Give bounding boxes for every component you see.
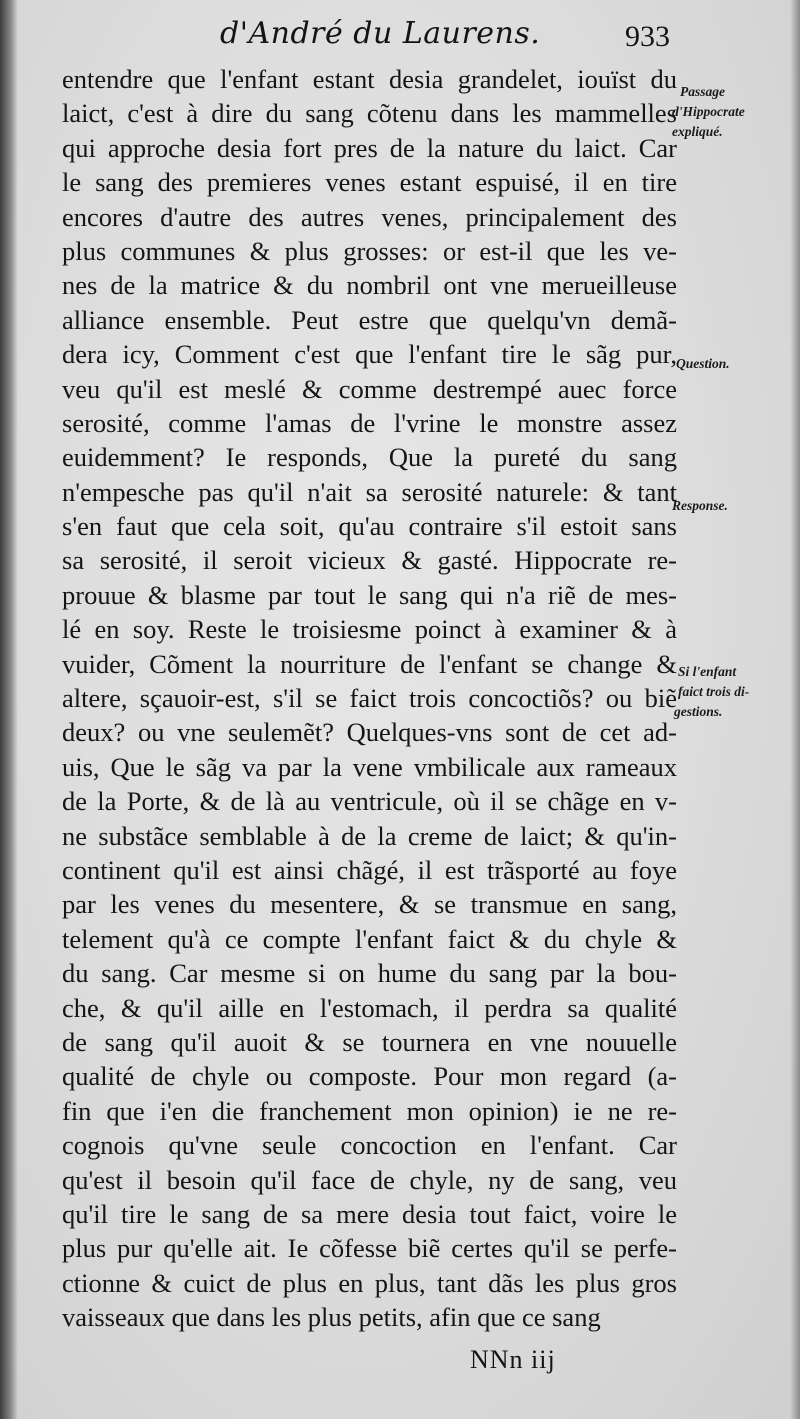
page-binding-shadow	[0, 0, 18, 1419]
text-line: telement qu'à ce compte l'enfant faict & du chyle &	[62, 923, 677, 954]
text-line: laict, c'est à dire du sang cõtenu dans les mammelles	[62, 98, 677, 129]
text-line: plus pur qu'elle ait. Ie cõfesse biẽ certes qu'il se perfe-	[62, 1233, 677, 1264]
running-title: d'André du Laurens.	[220, 16, 541, 51]
text-line: alliance ensemble. Peut estre que quelqu'vn demã-	[62, 304, 677, 335]
text-line: altere, sçauoir-est, s'il se faict trois concoctiõs? ou biẽ	[62, 683, 677, 714]
text-line: qu'il tire le sang de sa mere desia tout faict, voire le	[62, 1198, 677, 1229]
marginal-note-line: Si l'enfant	[678, 664, 737, 679]
text-line: euidemment? Ie responds, Que la pureté du sang	[62, 442, 677, 473]
text-line: sa serosité, il seroit vicieux & gasté. Hippocrate re-	[62, 545, 677, 576]
marginal-note-line: expliqué.	[672, 124, 723, 139]
text-line: cognois qu'vne seule concoction en l'enfant. Car	[62, 1130, 677, 1161]
marginal-note-response	[670, 496, 795, 516]
body-text	[62, 62, 677, 1334]
page-header	[220, 14, 670, 62]
marginal-note-line: gestions.	[674, 704, 723, 719]
marginal-note-question	[670, 354, 795, 374]
text-line: vuider, Cõment la nourriture de l'enfant se change &	[62, 648, 677, 679]
text-line: fin que i'en die franchement mon opinion) ie ne re-	[62, 1095, 677, 1126]
text-line: qui approche desia fort pres de la nature du laict. Car	[62, 132, 677, 163]
text-line: s'en faut que cela soit, qu'au contraire s'il estoit sans	[62, 511, 677, 542]
text-line: che, & qu'il aille en l'estomach, il perdra sa qualité	[62, 992, 677, 1023]
text-line: veu qu'il est meslé & comme destrempé auec force	[62, 373, 677, 404]
text-line: serosité, comme l'amas de l'vrine le monstre assez	[62, 407, 677, 438]
text-line: plus communes & plus grosses: or est-il que les ve-	[62, 235, 677, 266]
text-line: n'empesche pas qu'il n'ait sa serosité naturele: & tant	[62, 476, 677, 507]
text-line: dera icy, Comment c'est que l'enfant tire le sãg pur,	[62, 339, 677, 370]
marginal-note-line: Passage	[680, 84, 725, 99]
marginal-note-line: faict trois di-	[678, 684, 750, 699]
text-line: de sang qu'il auoit & se tournera en vne nouuelle	[62, 1026, 677, 1057]
text-line: ne substãce semblable à de la creme de laict; & qu'in-	[62, 820, 677, 851]
page-number: 933	[625, 20, 670, 53]
text-line: ctionne & cuict de plus en plus, tant dãs les plus gros	[62, 1267, 677, 1298]
text-line: lé en soy. Reste le troisiesme poinct à examiner & à	[62, 614, 677, 645]
text-line: qualité de chyle ou composte. Pour mon regard (a-	[62, 1061, 677, 1092]
text-line: encores d'autre des autres venes, principalement des	[62, 201, 677, 232]
text-line: continent qu'il est ainsi chãgé, il est trãsporté au foye	[62, 854, 677, 885]
text-line: qu'est il besoin qu'il face de chyle, ny de sang, veu	[62, 1164, 677, 1195]
marginal-note-line: Response.	[672, 498, 728, 513]
marginal-note-line: d'Hippocrate	[672, 104, 745, 119]
text-line: de la Porte, & de là au ventricule, où il se chãge en v-	[62, 786, 677, 817]
signature-mark: NNn iij	[470, 1345, 556, 1374]
text-line: du sang. Car mesme si on hume du sang par la bou-	[62, 958, 677, 989]
text-line: uis, Que le sãg va par la vene vmbilicale aux rameaux	[62, 751, 677, 782]
text-line: nes de la matrice & du nombril ont vne merueilleuse	[62, 270, 677, 301]
marginal-note-passage	[670, 82, 795, 142]
text-line: deux? ou vne seulemẽt? Quelques-vns sont de cet ad-	[62, 717, 677, 748]
marginal-note-line: Question.	[676, 356, 730, 371]
text-line: entendre que l'enfant estant desia grandelet, iouïst du	[62, 64, 677, 94]
text-line: vaisseaux que dans les plus petits, afin que ce sang	[62, 1302, 601, 1333]
text-line: par les venes du mesentere, & se transmue en sang,	[62, 889, 677, 920]
text-line: le sang des premieres venes estant espuisé, il en tire	[62, 167, 677, 198]
marginal-note-digestions	[670, 662, 795, 722]
text-line: prouue & blasme par tout le sang qui n'a riẽ de mes-	[62, 579, 677, 610]
